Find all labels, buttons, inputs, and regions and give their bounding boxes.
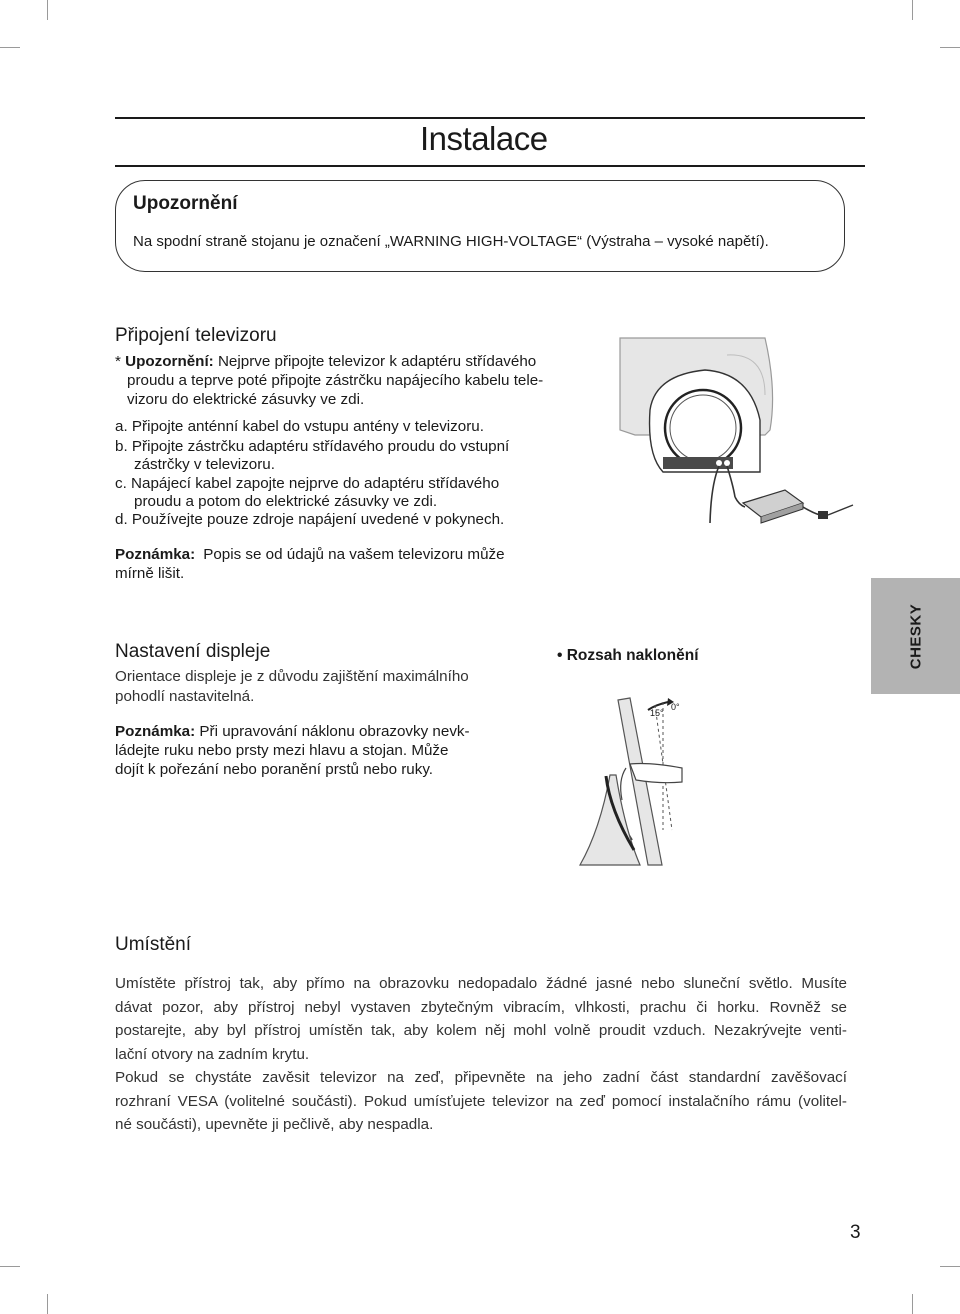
crop-mark	[940, 1266, 960, 1267]
placement-line: Umístěte přístroj tak, aby přímo na obrazovku nedopadalo žádné jasné nebo sluneční světlo. Musíte	[115, 975, 847, 992]
page-number: 3	[850, 1222, 861, 1243]
display-text-1: Orientace displeje je z důvodu zajištění maximálního	[115, 668, 469, 685]
placement-line: Pokud se chystáte zavěsit televizor na zeď, připevněte na jeho zadní část standardní zavěšovací	[115, 1069, 847, 1086]
placement-line: dávat pozor, aby přístroj nebyl vystaven zbytečným vibracím, vlhkosti, prachu či horku. Rovněž se	[115, 998, 847, 1016]
step-b-cont: zástrčky v televizoru.	[134, 456, 275, 473]
crop-mark	[940, 47, 960, 48]
connection-note: Poznámka: Popis se od údajů na vašem televizoru může	[115, 546, 586, 563]
language-tab-label: CHESKY	[906, 603, 924, 669]
crop-mark	[0, 47, 20, 48]
warning-title: Upozornění	[133, 193, 238, 214]
warning-text: Na spodní straně stojanu je označení „WARNING HIGH-VOLTAGE“ (Výstraha – vysoké napětí).	[133, 233, 769, 250]
tilt-angle-0: 0°	[671, 702, 680, 712]
display-note-1: Poznámka: Při upravování náklonu obrazovky nevk-	[115, 723, 470, 740]
notice-line-2: proudu a teprve poté připojte zástrčku napájecího kabelu tele-	[127, 372, 544, 389]
tv-connection-illustration	[615, 335, 855, 530]
tilt-range-label: • Rozsah naklonění	[557, 647, 699, 664]
tilt-illustration	[570, 680, 720, 870]
crop-mark	[912, 0, 913, 20]
connection-note-text: Popis se od údajů na vašem televizoru může	[203, 546, 505, 563]
step-d: d. Používejte pouze zdroje napájení uvedené v pokynech.	[115, 511, 505, 528]
step-c-cont: proudu a potom do elektrické zásuvky ve zdi.	[134, 493, 438, 510]
crop-mark	[912, 1294, 913, 1314]
notice-line-3: vizoru do elektrické zásuvky ve zdi.	[127, 391, 365, 408]
placement-paragraph	[115, 972, 847, 1137]
placement-line: rozhraní VESA (volitelné součásti). Pokud umísťujete televizor na zeď pomocí instalačního rámu (volitel-	[115, 1092, 847, 1110]
notice-line-1: * Upozornění: Nejprve připojte televizor k adaptéru střídavého	[115, 353, 537, 370]
page-title: Instalace	[420, 120, 548, 157]
display-note-3: dojít k pořezání nebo poranění prstů nebo ruky.	[115, 761, 434, 778]
connection-heading: Připojení televizoru	[115, 325, 277, 346]
display-text-2: pohodlí nastavitelná.	[115, 688, 255, 705]
top-rule	[115, 117, 865, 119]
placement-line: postarejte, aby byl přístroj umístěn tak, aby kolem něj mohl volně proudit vzduch. Nezakrývejte venti-	[115, 1022, 847, 1039]
tilt-angle-15: 15°	[650, 708, 664, 718]
connection-note-cont: mírně lišit.	[115, 565, 185, 582]
step-c: c. Napájecí kabel zapojte nejprve do adaptéru střídavého	[115, 475, 500, 492]
display-heading: Nastavení displeje	[115, 641, 271, 662]
placement-line: lační otvory na zadním krytu.	[115, 1045, 310, 1063]
title-rule	[115, 165, 865, 167]
crop-mark	[0, 1266, 20, 1267]
display-note-2: ládejte ruku nebo prsty mezi hlavu a stojan. Může	[115, 742, 449, 759]
crop-mark	[47, 1294, 48, 1314]
step-b: b. Připojte zástrčku adaptéru střídavého proudu do vstupní	[115, 438, 510, 455]
crop-mark	[47, 0, 48, 20]
step-a: a. Připojte anténní kabel do vstupu antény v televizoru.	[115, 418, 484, 435]
placement-heading: Umístění	[115, 934, 192, 955]
placement-line: né součásti), upevněte ji pečlivě, aby nespadla.	[115, 1116, 434, 1133]
